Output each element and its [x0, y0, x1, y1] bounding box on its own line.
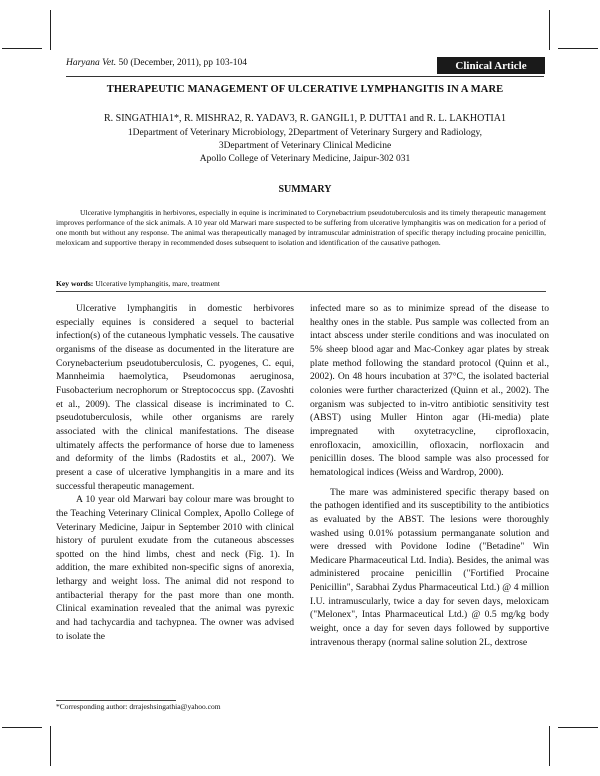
body-paragraph: A 10 year old Marwari bay colour mare was brought to the Teaching Veterinary Clinical Complex, Apollo College of Veterinary Medicine, Jaipur in September 2010 with clinical history of purulent exudate from the cutaneous abscesses spotted on the hind limbs, chest and neck (Fig. 1). In addition, the mare exhibited non-specific signs of anorexia, lethargy and weight loss. The animal did not respond to antibacterial therapy for the past more than one month. Clinical examination revealed that the animal was pyrexic and had tachycardia and tachypnea. The owner was advised to isolate the [56, 494, 294, 642]
journal-name: Haryana Vet. [66, 58, 117, 68]
section-rule [56, 291, 546, 292]
affiliation-line: 1Department of Veterinary Microbiology, 2Department of Veterinary Surgery and Radiology, [127, 128, 483, 138]
right-column [310, 302, 549, 649]
keywords-text: Ulcerative lymphangitis, mare, treatment [93, 279, 220, 288]
crop-mark [50, 10, 51, 50]
body-paragraph: infected mare so as to minimize spread of the disease to healthy ones in the stable. Pus sample was collected from an intact abscess under sterile conditions and was inoculated on 5% sheep blood agar and Mac-Conkey agar plates by streak plate method following the standard protocol (Quinn et al., 2002). On 48 hours incubation at 37°C, the isolated bacterial colonies were further characterized (Quinn et al., 2002). The organism was subjected to in-vitro antibiotic sensitivity test (ABST) using Muller Hinton agar (Hi-media) plate impregnated with oxytetracycline, ciprofloxacin, enrofloxacin, amoxicillin, ofloxacin, norfloxacin and penicillin doses. The blood sample was also processed for hematological indices (Weiss and Wardrop, 2000). [310, 303, 549, 478]
article-title: THERAPEUTIC MANAGEMENT OF ULCERATIVE LYMPHANGITIS IN A MARE [106, 84, 504, 95]
affiliation-line: 3Department of Veterinary Clinical Medicine [218, 141, 392, 151]
crop-mark [558, 48, 598, 49]
corresponding-author-footnote: *Corresponding author: drrajeshsingathia@yahoo.com [56, 702, 221, 711]
summary-heading: SUMMARY [278, 184, 332, 195]
keywords [56, 279, 220, 288]
crop-mark [549, 10, 550, 50]
body-paragraph: The mare was administered specific therapy based on the pathogen identified and its susceptibility to the antibiotics as evaluated by the ABST. The lesions were thoroughly washed using 0.01% potassium permanganate solution and were dressed with Povidone Iodine ("Betadine" Win Medicare Pharmaceutical Ltd. India). Besides, the animal was administered procaine penicillin ("Fortified Procaine Penicillin", Sarabhai Zydus Pharmaceutical Ltd.) @ 4 million I.U. intramuscularly, twice a day for seven days, meloxicam ("Melonex", Intas Pharmaceutical Ltd.) @ 0.5 mg/kg body weight, once a day for seven days followed by supportive intravenous therapy (normal saline solution 2L, dextrose [310, 486, 549, 648]
header-rule [66, 76, 544, 77]
footnote-rule [56, 700, 176, 701]
body-paragraph: Ulcerative lymphangitis in domestic herbivores especially equines is considered a sequel to bacterial infection(s) of the cutaneous lymphatic vessels. The causative organisms of the disease as documented in the literature are Corynebacterium pseudotuberculosis, C. pyogenes, C. equi, Mannheimia haemolytica, Pseudomonas aeruginosa, Fusobacterium necrophorum or Streptococcus spp. (Zavoshti et al., 2009). The classical disease is incriminated to C. pseudotuberculosis, while other organisms are rarely associated with the clinical manifestations. The disease ultimately affects the performance of horse due to lameness and deformity of the limbs (Radostits et al., 2007). We present a case of ulcerative lymphangitis in a mare and its successful therapeutic management. [56, 303, 294, 492]
abstract-text: Ulcerative lymphangitis in herbivores, especially in equine is incriminated to Corynebactrium pseudotuberculosis and its timely therapeutic management improves performance of the sick animals. A 10 year old Marwari mare suspected to be suffering from ulcerative lymphangitis was on medication for a period of one month but without any response. The animal was therapeutically managed by intramuscular administration of specific therapy including procaine penicillin, meloxicam and supportive therapy in recommended doses subsequent to isolation and identification of the causative pathogen. [56, 208, 546, 247]
crop-mark [2, 727, 42, 728]
crop-mark [50, 726, 51, 766]
left-column [56, 302, 294, 643]
crop-mark [558, 727, 598, 728]
author-list: R. SINGATHIA1*, R. MISHRA2, R. YADAV3, R. GANGIL1, P. DUTTA1 and R. L. LAKHOTIA1 [104, 113, 506, 124]
affiliation-line: Apollo College of Veterinary Medicine, Jaipur-302 031 [199, 154, 411, 164]
crop-mark [549, 726, 550, 766]
journal-volume: 50 (December, 2011), pp 103-104 [116, 58, 248, 68]
crop-mark [2, 48, 42, 49]
journal-citation [66, 58, 247, 68]
article-type-badge: Clinical Article [437, 57, 545, 74]
keywords-label: Key words: [56, 279, 94, 288]
